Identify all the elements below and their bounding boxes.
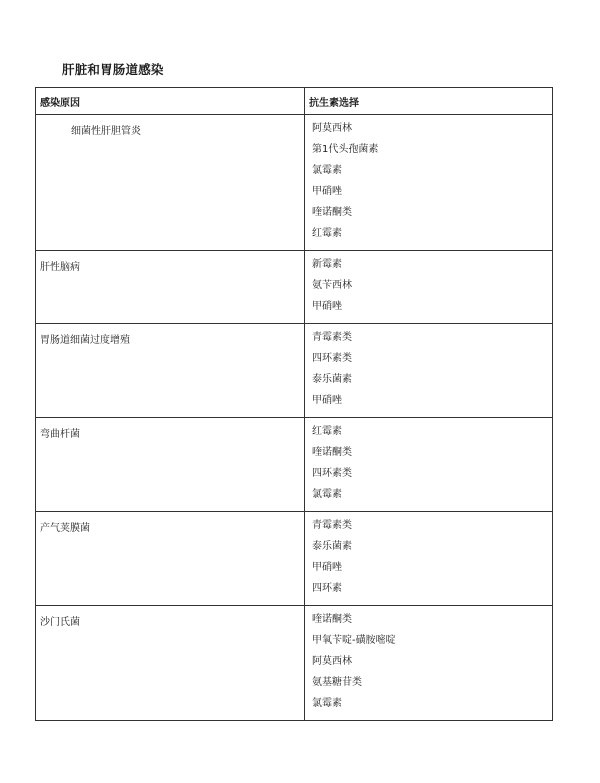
table-row (36, 512, 553, 606)
antibiotic-item: 泰乐菌素 (312, 541, 352, 552)
antibiotic-item: 氯霉素 (312, 698, 342, 709)
header-antibiotic-choice: 抗生素选择 (305, 88, 553, 115)
infection-cause-cell: 肝性脑病 (36, 251, 305, 324)
table-row (36, 418, 553, 512)
table-row (36, 324, 553, 418)
antibiotic-list-cell (305, 115, 553, 251)
antibiotic-item: 甲硝唑 (312, 562, 342, 573)
antibiotic-item: 甲硝唑 (312, 301, 342, 312)
antibiotic-item: 氨基糖苷类 (312, 677, 362, 688)
antibiotic-list-cell (305, 512, 553, 606)
infection-cause-cell: 胃肠道细菌过度增殖 (36, 324, 305, 418)
antibiotic-item: 青霉素类 (312, 520, 352, 531)
antibiotic-item: 青霉素类 (312, 332, 352, 343)
antibiotic-item: 新霉素 (312, 259, 342, 270)
antibiotic-item: 甲硝唑 (312, 186, 342, 197)
infection-antibiotic-table (35, 87, 553, 721)
antibiotic-item: 四环素类 (312, 468, 352, 479)
antibiotic-item: 氯霉素 (312, 165, 342, 176)
antibiotic-item: 喹诺酮类 (312, 447, 352, 458)
antibiotic-item: 红霉素 (312, 426, 342, 437)
antibiotic-item: 喹诺酮类 (312, 614, 352, 625)
table-row (36, 606, 553, 721)
infection-cause-cell: 沙门氏菌 (36, 606, 305, 721)
infection-cause-cell: 细菌性肝胆管炎 (36, 115, 305, 251)
antibiotic-item: 红霉素 (312, 228, 342, 239)
antibiotic-item: 甲硝唑 (312, 395, 342, 406)
antibiotic-item: 氯霉素 (312, 489, 342, 500)
table-header-row (36, 88, 553, 115)
antibiotic-list-cell (305, 324, 553, 418)
antibiotic-item: 泰乐菌素 (312, 374, 352, 385)
header-infection-cause: 感染原因 (36, 88, 305, 115)
table-row (36, 115, 553, 251)
antibiotic-list-cell (305, 418, 553, 512)
antibiotic-list-cell (305, 251, 553, 324)
infection-cause-cell: 产气荚膜菌 (36, 512, 305, 606)
antibiotic-item: 四环素类 (312, 353, 352, 364)
document-title: 肝脏和胃肠道感染 (62, 62, 164, 77)
infection-cause-cell: 弯曲杆菌 (36, 418, 305, 512)
antibiotic-item: 阿莫西林 (312, 123, 352, 134)
antibiotic-list-cell (305, 606, 553, 721)
antibiotic-item: 甲氧苄啶-磺胺嘧啶 (312, 635, 396, 646)
table-row (36, 251, 553, 324)
antibiotic-item: 氨苄西林 (312, 280, 352, 291)
antibiotic-item: 阿莫西林 (312, 656, 352, 667)
table-body (36, 115, 553, 721)
antibiotic-item: 第1代头孢菌素 (312, 144, 379, 155)
antibiotic-item: 喹诺酮类 (312, 207, 352, 218)
antibiotic-item: 四环素 (312, 583, 342, 594)
